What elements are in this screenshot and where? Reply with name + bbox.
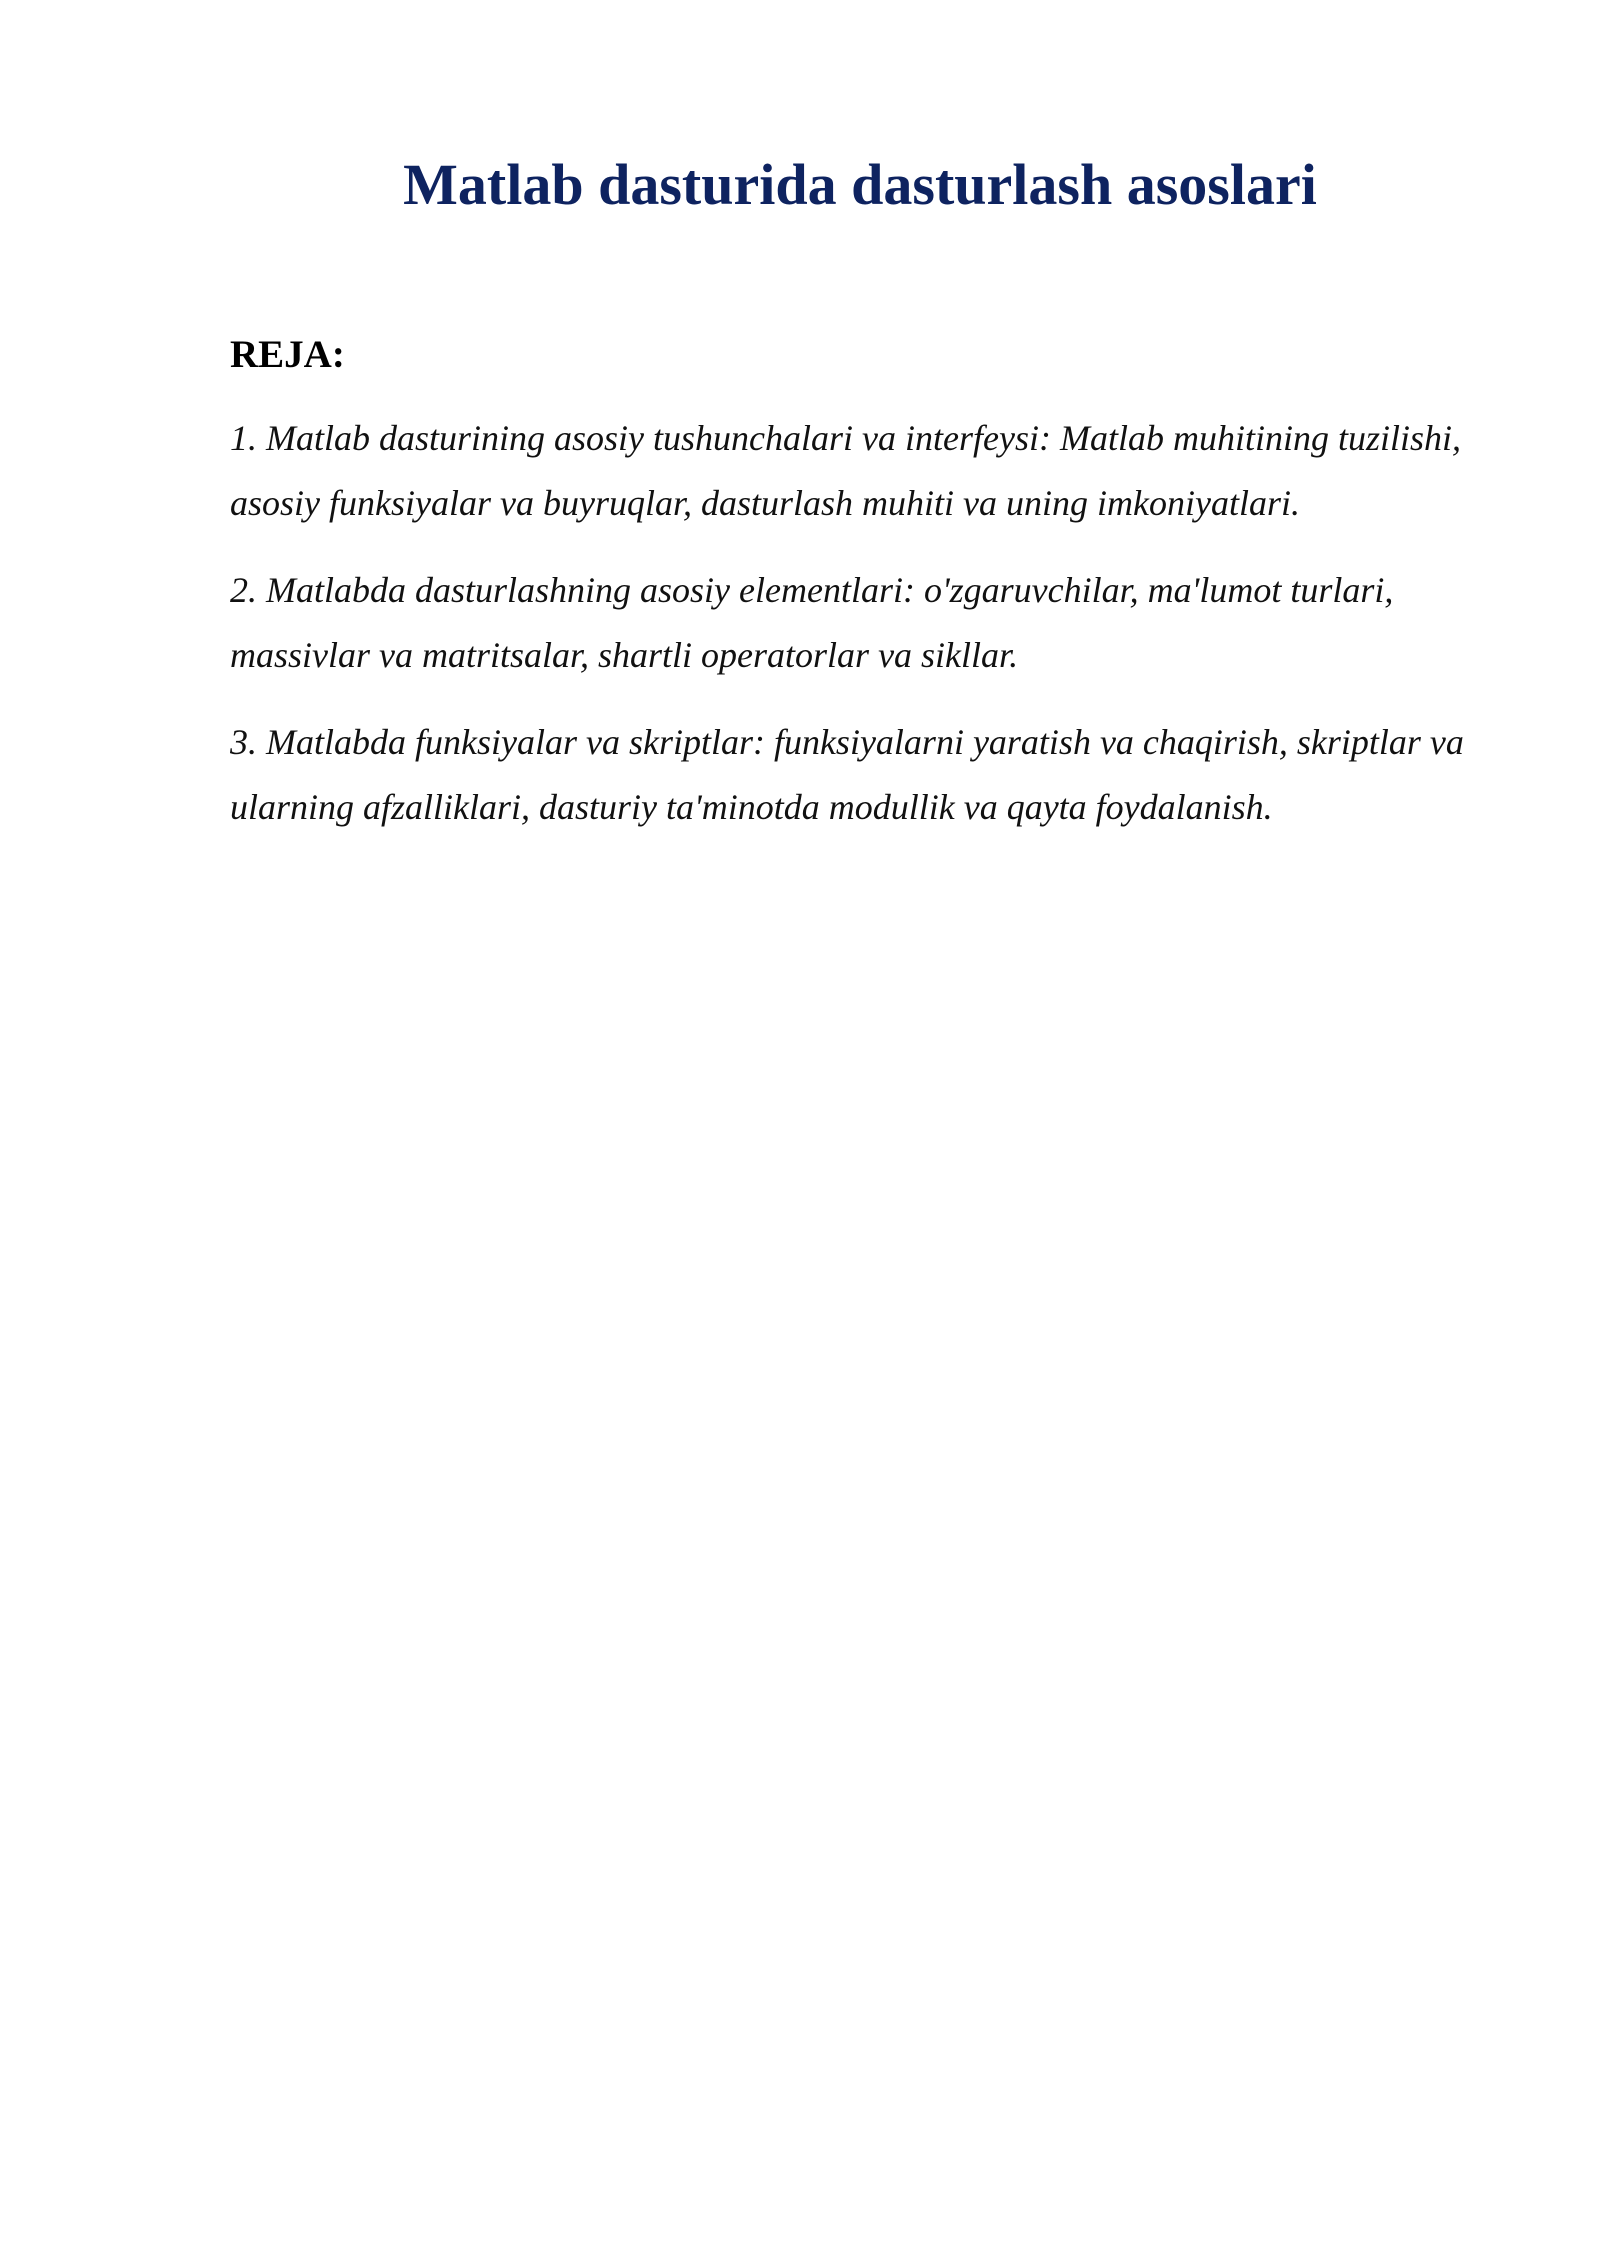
plan-item-1: 1. Matlab dasturining asosiy tushunchalari va interfeysi: Matlab muhitining tuzilishi, asosiy funksiyalar va buyruqlar, dasturlash muhiti va uning imkoniyatlari. xyxy=(230,418,1461,523)
plan-item-2: 2. Matlabda dasturlashning asosiy elementlari: o'zgaruvchilar, ma'lumot turlari, massivlar va matritsalar, shartli operatorlar va sikllar. xyxy=(230,570,1394,675)
document-body xyxy=(230,330,1490,862)
document-title: Matlab dasturida dasturlash asoslari xyxy=(403,152,1317,217)
plan-list xyxy=(230,406,1490,840)
plan-heading: REJA: xyxy=(230,333,345,376)
plan-item-3: 3. Matlabda funksiyalar va skriptlar: funksiyalarni yaratish va chaqirish, skriptlar va ularning afzalliklari, dasturiy ta'minotda modullik va qayta foydalanish. xyxy=(230,722,1464,827)
